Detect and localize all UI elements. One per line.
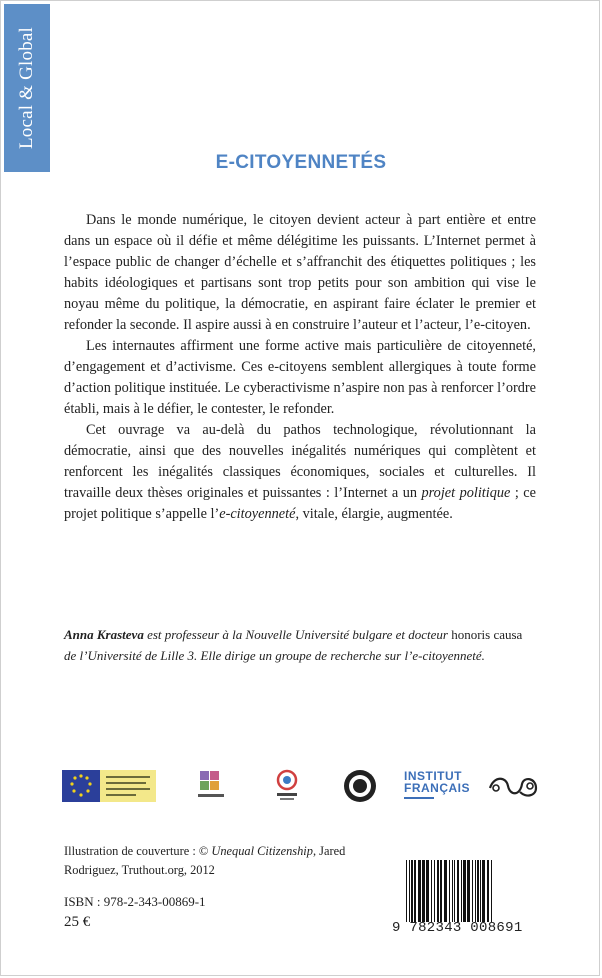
cover-credit-prefix: Illustration de couverture : © [64,844,212,858]
barcode-bar [461,860,462,922]
emblem-logo [272,768,302,804]
barcode [392,860,542,942]
barcode-digits: 9 782343 008691 [392,920,523,936]
barcode-bar [467,860,470,922]
paragraph-2: Les internautes affirment une forme active mais particulière de citoyenneté, d’engagement et d’activisme. Ces e-citoyens semblent allergiques à toute forme d’action politique instituée. Le cyberactivisme n’aspire non pas à renforcer l’ordre établi, mais à le défier, le contester, le refonder. [64,338,536,417]
partner-logos [62,762,540,810]
barcode-bar [487,860,489,922]
paragraph-3-emphasis-1: projet politique [421,485,511,501]
back-cover-text [64,210,536,525]
barcode-bar [477,860,479,922]
barcode-bar [491,860,492,922]
author-bio-part-3: de l’Université de Lille 3. Elle dirige un groupe de recherche sur l’e-citoyenneté. [64,648,485,663]
colored-squares-logo [196,768,226,802]
barcode-bar [414,860,416,922]
cover-credit-suffix: , Jared Rodriguez, Truthout.org, 2012 [64,844,346,877]
institut-francais-underline [404,797,434,799]
barcode-bar [440,860,442,922]
author-name: Anna Krasteva [64,627,144,642]
isbn: ISBN : 978-2-343-00869-1 [64,894,206,909]
barcode-bar [406,860,407,922]
barcode-bar [482,860,485,922]
barcode-bar [475,860,476,922]
barcode-bar [422,860,425,922]
decorative-scroll-logo [486,772,540,800]
barcode-bar [431,860,432,922]
university-seal-logo [342,766,378,806]
barcode-bars [406,860,542,922]
eu-flag-logo [62,770,156,802]
barcode-bar [409,860,410,922]
book-title: E-CITOYENNETÉS [215,152,387,173]
institut-francais-line-1: INSTITUT [404,769,462,783]
cover-credit-work: Unequal Citizenship [211,844,313,858]
barcode-bar [449,860,450,922]
barcode-bar [463,860,466,922]
barcode-bar [411,860,413,922]
barcode-bar [444,860,447,922]
paragraph-3-end: , vitale, élargie, augmentée. [295,506,453,522]
barcode-bar [418,860,421,922]
institut-francais-logo [404,770,468,799]
paragraph-1: Dans le monde numérique, le citoyen devient acteur à part entière et entre dans un espace où il défie et même délégitime les puissants. L’Internet permet à l’espace public de changer d’échelle et s’affranchit des étiquettes politiques ; les habits idéologiques et partisans sont trop petits pour son ambition qui vise le noyau même du politique, la démocratie, en aspirant faire éclater le premier et refonder la seconde. Il aspire aussi à en construire l’auteur et l’acteur, l’e-citoyen. [64,212,536,333]
barcode-bar [437,860,439,922]
barcode-bar [472,860,473,922]
barcode-bar [480,860,481,922]
paragraph-3 [64,420,536,525]
author-bio-part-1: est professeur à la Nouvelle Université bulgare et docteur [143,627,452,642]
series-tab [4,4,50,172]
barcode-bar [426,860,429,922]
institut-francais-line-2: FRANÇAIS [404,781,470,795]
paragraph-3-text: Cet ouvrage va au-delà du pathos technologique, révolutionnant la démocratie, ainsi que des nouvelles inégalités numériques qui complètent et renforcent les inégalités classiques économiques, sociales et culturelles. Il travaille deux thèses originales et puissantes : l’Internet a un [64,422,536,501]
paragraph-3-emphasis-2: e-citoyenneté [219,506,296,522]
author-bio-part-2: honoris causa [451,627,523,642]
barcode-bar [454,860,455,922]
barcode-bar [457,860,459,922]
barcode-bar [452,860,453,922]
cover-credit [64,842,394,880]
price: 25 € [64,914,91,930]
barcode-bar [434,860,435,922]
author-bio [64,624,536,666]
series-label: Local & Global [16,26,38,150]
paragraph-3-middle: ; ce projet politique s’appelle l’ [64,485,536,522]
